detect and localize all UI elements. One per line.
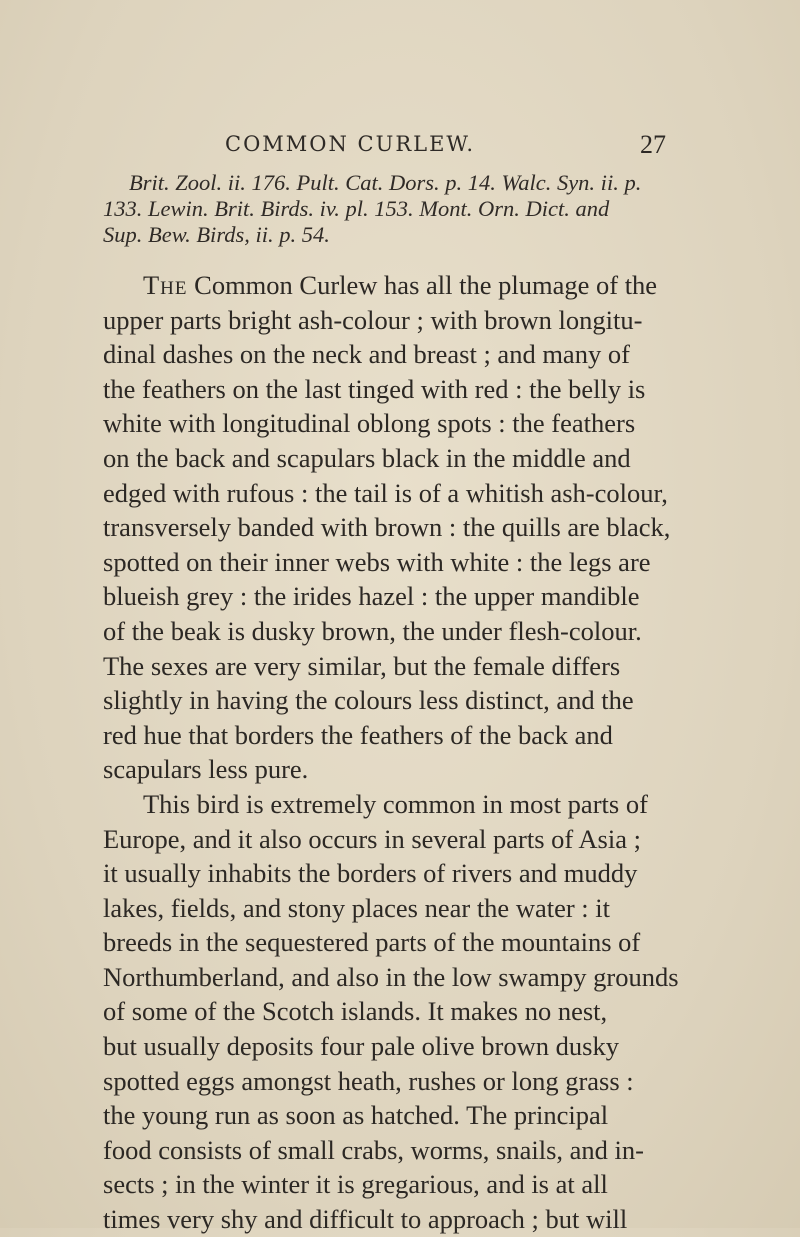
- paragraph-line: lakes, fields, and stony places near the water : it: [103, 892, 611, 923]
- paragraph-line: breeds in the sequestered parts of the mountains of: [103, 927, 641, 958]
- body-text: [103, 268, 715, 1237]
- page-number: 27: [640, 130, 666, 159]
- paragraph-line-text: Common Curlew has all the plumage of the: [187, 270, 658, 300]
- bibliographic-references: [103, 170, 713, 248]
- paragraph-line: the young run as soon as hatched. The principal: [103, 1100, 609, 1131]
- paragraph-line: spotted eggs amongst heath, rushes or long grass :: [103, 1065, 634, 1096]
- running-title: COMMON CURLEW.: [225, 132, 475, 156]
- paragraph-line: red hue that borders the feathers of the back and: [103, 719, 613, 750]
- paragraph-line: The sexes are very similar, but the female differs: [103, 650, 621, 681]
- paragraph-line: upper parts bright ash-colour ; with brown longitu-: [103, 304, 643, 335]
- paragraph-line: This bird is extremely common in most parts of: [143, 788, 648, 819]
- paragraph-line: but usually deposits four pale olive brown dusky: [103, 1031, 619, 1062]
- paragraph-line: of some of the Scotch islands. It makes no nest,: [103, 996, 608, 1027]
- paragraph-line: dinal dashes on the neck and breast ; and many of: [103, 339, 630, 370]
- paragraph-line: spotted on their inner webs with white : the legs are: [103, 546, 651, 577]
- paragraph-line: white with longitudinal oblong spots : the feathers: [103, 408, 636, 439]
- paragraph-line: slightly in having the colours less distinct, and the: [103, 685, 634, 716]
- paragraph-line: scapulars less pure.: [103, 754, 309, 785]
- paragraph-line: Europe, and it also occurs in several parts of Asia ;: [103, 823, 641, 854]
- paragraph-line: edged with rufous : the tail is of a whitish ash-colour,: [103, 477, 668, 508]
- paragraph-line: the feathers on the last tinged with red : the belly is: [103, 373, 646, 404]
- paragraph-line: food consists of small crabs, worms, snails, and in-: [103, 1134, 644, 1165]
- reference-line: Sup. Bew. Birds, ii. p. 54.: [103, 222, 330, 247]
- reference-line: 133. Lewin. Brit. Birds. iv. pl. 153. Mont. Orn. Dict. and: [103, 196, 610, 221]
- paragraph-line: on the back and scapulars black in the middle and: [103, 442, 631, 473]
- paragraph-line: transversely banded with brown : the quills are black,: [103, 512, 671, 543]
- reference-line: Brit. Zool. ii. 176. Pult. Cat. Dors. p. 14. Walc. Syn. ii. p.: [129, 170, 642, 195]
- paragraph-line: Northumberland, and also in the low swampy grounds: [103, 961, 679, 992]
- paragraph-line: blueish grey : the irides hazel : the upper mandible: [103, 581, 640, 612]
- paragraph-line: times very shy and difficult to approach ; but will: [103, 1204, 628, 1235]
- paragraph-lead-word: The: [143, 270, 188, 300]
- running-head: [0, 132, 800, 162]
- paragraph-line: [103, 268, 715, 303]
- paragraph-line: sects ; in the winter it is gregarious, and is at all: [103, 1169, 608, 1200]
- paragraph-line: it usually inhabits the borders of rivers and muddy: [103, 858, 638, 889]
- paragraph-line: of the beak is dusky brown, the under flesh-colour.: [103, 615, 642, 646]
